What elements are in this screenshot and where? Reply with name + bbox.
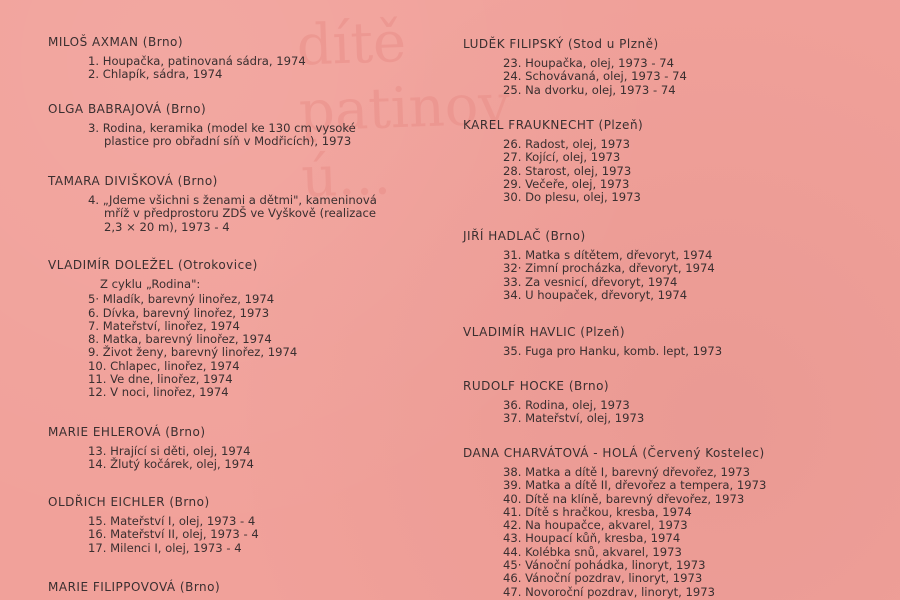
artist-name: DANA CHARVÁTOVÁ - HOLÁ (Červený Kostelec) (463, 446, 765, 460)
work-item: 27. Kojící, olej, 1973 (503, 150, 621, 165)
work-item: 39. Matka a dítě II, dřevořez a tempera, 1973 (503, 478, 767, 493)
works-list (88, 194, 438, 234)
works-list (503, 466, 883, 599)
artist-name: MARIE FILIPPOVOVÁ (Brno) (48, 580, 221, 594)
work-item: 7. Mateřství, linořez, 1974 (88, 318, 240, 333)
work-item: 2. Chlapík, sádra, 1974 (88, 67, 223, 82)
works-list (88, 55, 438, 82)
work-item: 35. Fuga pro Hanku, komb. lept, 1973 (503, 344, 723, 358)
bleed-through-text: dítě patinov ú... (295, 9, 512, 211)
work-item: 28. Starost, olej, 1973 (503, 163, 632, 178)
cycle-subtitle: Z cyklu „Rodina": (100, 277, 201, 291)
artist-entry (48, 495, 438, 555)
works-list (88, 515, 438, 555)
work-item: 36. Rodina, olej, 1973 (503, 398, 630, 412)
work-item: mříž v předprostoru ZDŠ ve Vyškově (realizace (104, 206, 377, 221)
work-item: 40. Dítě na klíně, barevný dřevořez, 1973 (503, 491, 745, 506)
artist-entry (463, 229, 883, 302)
work-item: 1. Houpačka, patinovaná sádra, 1974 (88, 54, 306, 68)
work-item: 25. Na dvorku, olej, 1973 - 74 (503, 82, 676, 97)
works-list (503, 249, 883, 302)
work-item: 29. Večeře, olej, 1973 (503, 176, 630, 191)
work-item: 37. Mateřství, olej, 1973 (503, 411, 645, 426)
artist-name: VLADIMÍR DOLEŽEL (Otrokovice) (48, 258, 258, 272)
work-item: 16. Mateřství II, olej, 1973 - 4 (88, 527, 259, 542)
work-item: 6. Dívka, barevný linořez, 1973 (88, 305, 270, 320)
work-item: 14. Žlutý kočárek, olej, 1974 (88, 457, 254, 472)
works-list (503, 57, 883, 97)
works-list (88, 278, 438, 400)
artist-entry (463, 325, 883, 358)
work-item: 11. Ve dne, linořez, 1974 (88, 372, 233, 387)
work-item: 33. Za vesnicí, dřevoryt, 1974 (503, 274, 678, 289)
work-item: 31. Matka s dítětem, dřevoryt, 1974 (503, 248, 713, 262)
artist-name: JIŘÍ HADLAČ (Brno) (463, 229, 586, 243)
work-item: 9. Život ženy, barevný linořez, 1974 (88, 345, 298, 360)
work-item: 15. Mateřství I, olej, 1973 - 4 (88, 514, 256, 528)
work-item: 47. Novoroční pozdrav, linoryt, 1973 (503, 584, 716, 599)
works-list (503, 345, 883, 358)
work-item: 2,3 ⨯ 20 m), 1973 - 4 (104, 219, 230, 234)
artist-name: LUDĚK FILIPSKÝ (Stod u Plzně) (463, 37, 659, 51)
work-item: 23. Houpačka, olej, 1973 - 74 (503, 56, 674, 70)
artist-entry (48, 425, 438, 472)
artist-entry (48, 258, 438, 400)
work-item: 42. Na houpačce, akvarel, 1973 (503, 518, 688, 533)
artist-entry (463, 446, 883, 599)
artist-entry (48, 35, 438, 82)
work-item: 32· Zimní procházka, dřevoryt, 1974 (503, 261, 715, 276)
work-item: 45· Vánoční pohádka, linoryt, 1973 (503, 558, 706, 573)
work-item: 30. Do plesu, olej, 1973 (503, 190, 641, 205)
work-item: 43. Houpací kůň, kresba, 1974 (503, 531, 681, 546)
artist-name: OLGA BABRAJOVÁ (Brno) (48, 102, 207, 116)
work-item: 13. Hrající si děti, olej, 1974 (88, 444, 251, 458)
artist-entry (48, 580, 438, 594)
artist-entry (463, 379, 883, 426)
works-list (503, 399, 883, 426)
artist-name: MILOŠ AXMAN (Brno) (48, 35, 184, 49)
work-item: 41. Dítě s hračkou, kresba, 1974 (503, 504, 692, 519)
artist-name: VLADIMÍR HAVLIC (Plzeň) (463, 325, 626, 339)
work-item: 8. Matka, barevný linořez, 1974 (88, 332, 272, 347)
artist-entry (48, 174, 438, 234)
works-list (88, 445, 438, 472)
work-item: 10. Chlapec, linořez, 1974 (88, 358, 240, 373)
works-list (503, 138, 883, 204)
artist-entry (463, 118, 883, 204)
work-item: 34. U houpaček, dřevoryt, 1974 (503, 287, 688, 302)
work-item: 4. „Jdeme všichni s ženami a dětmi", kameninová (88, 193, 377, 207)
work-item: plastice pro obřadní síň v Modřicích), 1973 (104, 134, 352, 149)
artist-entry (48, 102, 438, 149)
artist-name: MARIE EHLEROVÁ (Brno) (48, 425, 206, 439)
artist-entry (463, 37, 883, 97)
artist-name: OLDŘICH EICHLER (Brno) (48, 495, 210, 509)
work-item: 5· Mladík, barevný linořez, 1974 (88, 292, 275, 307)
work-item: 38. Matka a dítě I, barevný dřevořez, 1973 (503, 465, 751, 479)
work-item: 17. Milenci I, olej, 1973 - 4 (88, 540, 242, 555)
work-item: 46. Vánoční pozdrav, linoryt, 1973 (503, 571, 703, 586)
work-item: 44. Kolébka snů, akvarel, 1973 (503, 544, 682, 559)
artist-name: RUDOLF HOCKE (Brno) (463, 379, 610, 393)
works-list (88, 122, 438, 149)
work-item: 24. Schovávaná, olej, 1973 - 74 (503, 69, 687, 84)
work-item: 26. Radost, olej, 1973 (503, 137, 630, 151)
work-item: 3. Rodina, keramika (model ke 130 cm vysoké (88, 121, 356, 135)
artist-name: KAREL FRAUKNECHT (Plzeň) (463, 118, 644, 132)
artist-name: TAMARA DIVIŠKOVÁ (Brno) (48, 174, 218, 188)
work-item: 12. V noci, linořez, 1974 (88, 385, 229, 400)
